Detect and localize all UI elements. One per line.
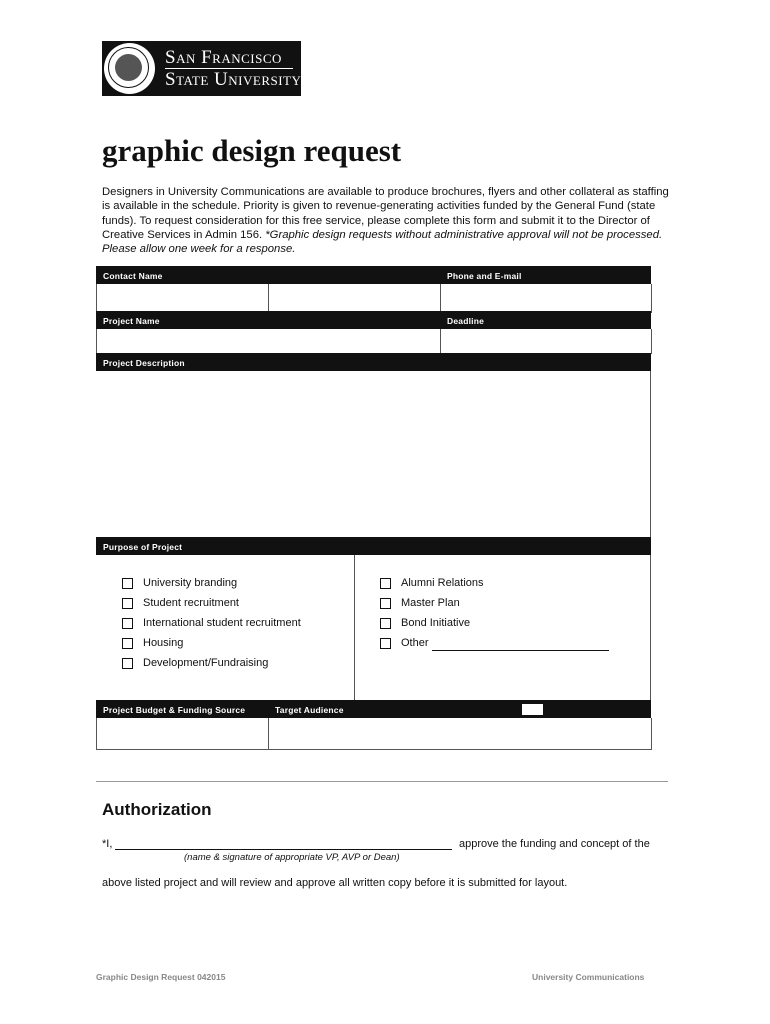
contact-divider-1 (268, 284, 269, 312)
purpose-label: Purpose of Project (103, 542, 183, 552)
project-name-label: Project Name (103, 316, 160, 326)
purpose-header-bar (96, 537, 651, 555)
section-divider (96, 781, 668, 782)
phone-email-field[interactable] (442, 284, 650, 311)
checkbox-label: Bond Initiative (401, 617, 471, 629)
contact-name-field[interactable] (97, 284, 267, 311)
authorization-heading: Authorization (102, 800, 212, 819)
purpose-divider (354, 555, 355, 701)
target-audience-field[interactable] (270, 718, 650, 748)
checkbox-label: Master Plan (401, 597, 460, 609)
project-name-field[interactable] (97, 329, 439, 352)
auth-prefix: *I, (102, 838, 113, 850)
auth-statement: above listed project and will review and approve all written copy before it is submitted for layout. (102, 877, 568, 889)
description-header-bar (96, 353, 651, 371)
project-header-bar (96, 311, 651, 329)
contact-name-field-2[interactable] (270, 284, 439, 311)
checkbox-icon[interactable] (122, 618, 133, 629)
checkbox-label: Alumni Relations (401, 577, 484, 589)
checkbox-icon[interactable] (380, 618, 391, 629)
page-title: graphic design request (102, 133, 402, 168)
contact-name-label: Contact Name (103, 271, 163, 281)
project-divider (440, 329, 441, 353)
other-input-line[interactable] (432, 650, 609, 651)
target-audience-label: Target Audience (275, 705, 344, 715)
checkbox-label: International student recruitment (143, 617, 301, 629)
checkbox-label: Housing (143, 637, 184, 649)
logo-line-2: State University (165, 69, 302, 90)
checkbox-icon[interactable] (122, 638, 133, 649)
budget-field[interactable] (97, 718, 267, 748)
checkbox-icon[interactable] (380, 638, 391, 649)
budget-divider (268, 718, 269, 749)
checkbox-icon[interactable] (122, 578, 133, 589)
intro-italic-note: *Graphic design requests without administrative approval will not be processed. Please allow one week for a response. (102, 228, 663, 256)
checkbox-icon[interactable] (380, 578, 391, 589)
checkbox-label: Other (401, 637, 429, 649)
signature-line[interactable] (115, 849, 452, 850)
intro-paragraph (102, 185, 670, 256)
checkbox-icon[interactable] (380, 598, 391, 609)
intro-text: Designers in University Communications are available to produce brochures, flyers and other collateral as staffing is available in the schedule. Priority is given to revenue-generating activities funded by the General Fund (state funds). To request consideration for this free service, please complete this form and submit it to the Director of Creative Services in Admin 156. (102, 186, 669, 241)
footer-form-id: Graphic Design Request 042015 (96, 972, 226, 982)
budget-header-bar (96, 700, 651, 718)
university-seal-icon (104, 43, 155, 94)
logo-line-1: San Francisco (165, 47, 282, 68)
checkbox-label: University branding (143, 577, 238, 589)
header-white-box (522, 704, 543, 715)
checkbox-label: Development/Fundraising (143, 657, 269, 669)
project-description-field[interactable] (96, 371, 651, 537)
checkbox-label: Student recruitment (143, 597, 239, 609)
budget-label: Project Budget & Funding Source (103, 705, 246, 715)
footer-department: University Communications (532, 972, 645, 982)
project-description-label: Project Description (103, 358, 185, 368)
deadline-label: Deadline (447, 316, 485, 326)
deadline-field[interactable] (442, 329, 650, 352)
auth-suffix: approve the funding and concept of the (459, 838, 650, 850)
checkbox-icon[interactable] (122, 598, 133, 609)
checkbox-icon[interactable] (122, 658, 133, 669)
contact-header-bar (96, 266, 651, 284)
phone-email-label: Phone and E-mail (447, 271, 522, 281)
contact-divider-2 (440, 284, 441, 312)
signature-caption: (name & signature of appropriate VP, AVP or Dean) (184, 852, 400, 863)
